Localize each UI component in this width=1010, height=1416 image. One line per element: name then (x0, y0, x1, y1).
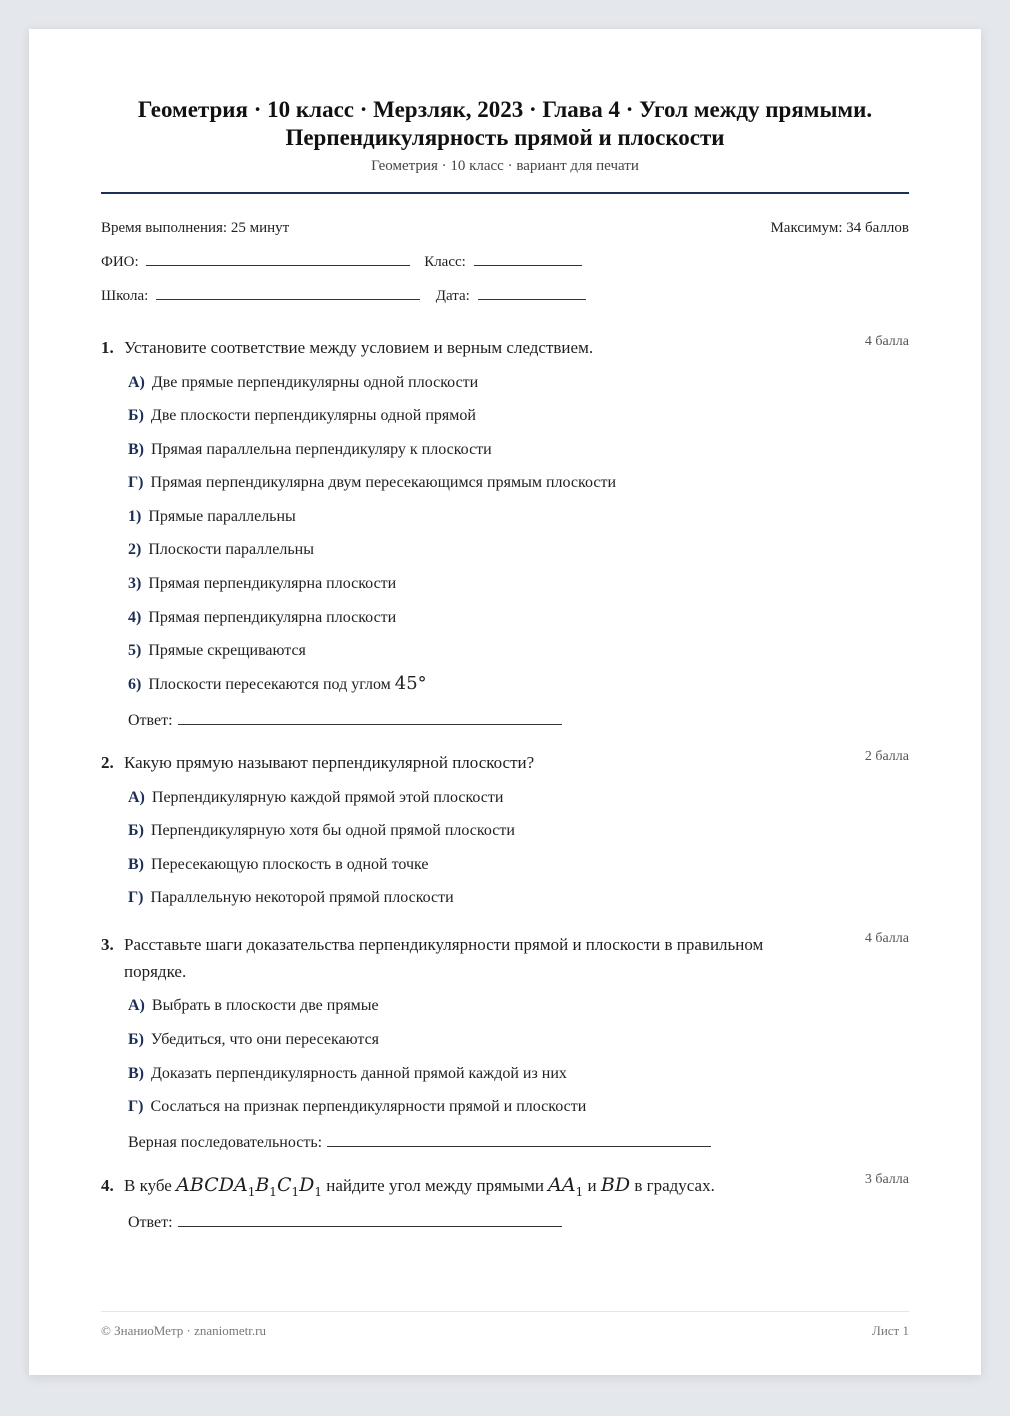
page-number: Лист 1 (872, 1323, 909, 1338)
option-item: В) Прямая параллельна перпендикуляру к плоскости (128, 441, 492, 458)
school-date-row (101, 287, 586, 305)
angle-value: 45° (394, 673, 427, 694)
question-3-points: 4 балла (864, 931, 909, 946)
question-3 (101, 931, 909, 985)
option-item: 4) Прямая перпендикулярна плоскости (128, 609, 397, 626)
school-field[interactable] (156, 287, 420, 300)
question-1 (101, 334, 909, 361)
sequence-answer-row (128, 1132, 711, 1152)
question-4-points: 3 балла (864, 1172, 909, 1187)
date-label: Дата: (435, 288, 470, 304)
option-item: 5) Прямые скрещиваются (128, 642, 306, 659)
page-subtitle: Геометрия · 10 класс · вариант для печати (371, 158, 639, 174)
option-item: В) Пересекающую плоскость в одной точке (128, 856, 429, 873)
option-item: А) Выбрать в плоскости две прямые (128, 997, 379, 1014)
time-limit: Время выполнения: 25 минут (101, 220, 290, 236)
question-2-text: 2. Какую прямую называют перпендикулярной плоскости? (101, 753, 535, 772)
option-item: 3) Прямая перпендикулярна плоскости (128, 575, 397, 592)
option-item: 1) Прямые параллельны (128, 508, 296, 525)
option-item: Г) Сослаться на признак перпендикулярности прямой и плоскости (128, 1098, 587, 1115)
option-item: 2) Плоскости параллельны (128, 541, 314, 558)
option-item: 6) Плоскости пересекаются под углом 45° (128, 673, 427, 694)
answer-field[interactable] (178, 1212, 562, 1227)
question-1-points: 4 балла (864, 334, 909, 349)
question-3-text: 3. Расставьте шаги доказательства перпендикулярности прямой и плоскости в правильном порядке. (101, 935, 764, 981)
footer-divider (101, 1311, 909, 1312)
answer-label: Ответ: (128, 712, 173, 729)
question-2-points: 2 балла (864, 749, 909, 764)
option-item: Г) Параллельную некоторой прямой плоскости (128, 889, 454, 906)
footer-copyright: © ЗнаниоМетр · znaniometr.ru (101, 1323, 266, 1338)
answer-label: Ответ: (128, 1214, 173, 1231)
option-item: Г) Прямая перпендикулярна двум пересекающимся прямым плоскости (128, 474, 617, 491)
date-field[interactable] (478, 287, 586, 300)
option-item: В) Доказать перпендикулярность данной прямой каждой из них (128, 1065, 567, 1082)
worksheet-page (29, 29, 981, 1375)
fio-field[interactable] (146, 253, 410, 266)
header-divider (101, 192, 909, 194)
question-4-text: 4. В кубе $ABCDA_1B_1C_1D_1$ найдите угол между прямыми $AA_1$ и BD в градусах. (101, 1174, 715, 1199)
page-title: Геометрия · 10 класс · Мерзляк, 2023 · Глава 4 · Угол между прямыми. Перпендикулярность прямой и плоскости (137, 97, 873, 150)
line-bd: BD (600, 1174, 631, 1196)
question-4 (101, 1172, 909, 1206)
class-label: Класс: (424, 254, 466, 270)
school-label: Школа: (101, 288, 149, 304)
answer-row (128, 710, 562, 730)
fio-label: ФИО: (101, 254, 139, 270)
option-item: А) Две прямые перпендикулярны одной плоскости (128, 374, 479, 391)
option-item: Б) Убедиться, что они пересекаются (128, 1031, 380, 1048)
class-field[interactable] (474, 253, 582, 266)
cube-name: $ABCDA_1B_1C_1D_1$ (176, 1174, 322, 1199)
question-2 (101, 749, 909, 776)
option-item: Б) Перпендикулярную хотя бы одной прямой плоскости (128, 822, 515, 839)
answer-field[interactable] (178, 710, 562, 725)
max-score: Максимум: 34 баллов (770, 220, 909, 236)
sequence-answer-field[interactable] (327, 1132, 711, 1147)
line-aa1: $AA_1$ (548, 1174, 584, 1199)
option-item: А) Перпендикулярную каждой прямой этой плоскости (128, 789, 504, 806)
question-1-text: 1. Установите соответствие между условием и верным следствием. (101, 338, 594, 357)
answer-row (128, 1212, 562, 1232)
fio-class-row (101, 253, 582, 271)
option-item: Б) Две плоскости перпендикулярны одной прямой (128, 407, 476, 424)
sequence-answer-label: Верная последовательность: (128, 1134, 323, 1151)
